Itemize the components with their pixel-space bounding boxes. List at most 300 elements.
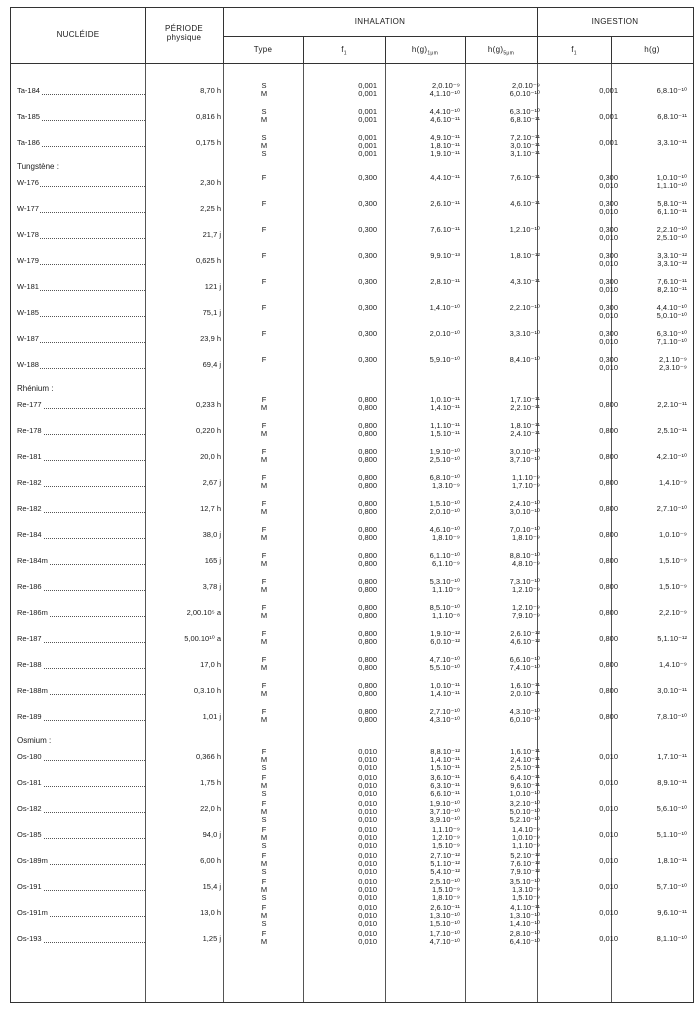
f1-ingestion (548, 883, 622, 891)
f1-inhalation (304, 878, 386, 902)
hg-ingestion-value: 5,1.10⁻¹² (657, 634, 687, 643)
f1-ingestion (548, 557, 622, 565)
absorption-type-value: F (261, 851, 267, 860)
hg-ingestion-value: 1,5.10⁻⁹ (658, 556, 687, 565)
nuclide-cell (17, 283, 145, 291)
f1-inhalation-value: 0,010 (358, 903, 377, 912)
nuclide-cell (17, 857, 145, 865)
absorption-type-value: M (260, 89, 268, 98)
f1-inhalation-value: 0,800 (358, 603, 377, 612)
nuclide-cell (17, 139, 145, 147)
header-ingestion: INGESTION (591, 17, 639, 26)
f1-ingestion-value: 0,800 (599, 712, 618, 721)
f1-inhalation-value: 0,800 (358, 681, 377, 690)
absorption-type (224, 904, 304, 928)
header-type: Type (253, 45, 273, 54)
hg-1um-value: 1,9.10⁻¹¹ (430, 149, 460, 158)
absorption-type (224, 356, 304, 364)
f1-ingestion (548, 401, 622, 409)
f1-inhalation-value: 0,010 (358, 773, 377, 782)
hg-ingestion-value: 1,4.10⁻⁹ (658, 660, 687, 669)
hg-5um (466, 134, 548, 158)
hg-1um (386, 904, 466, 928)
absorption-type (224, 422, 304, 438)
absorption-type (224, 526, 304, 542)
hg-5um-value: 8,4.10⁻¹⁰ (509, 355, 540, 364)
nuclide-name: Os-185 (17, 831, 42, 839)
hg-1um (386, 278, 466, 286)
f1-inhalation-value: 0,010 (358, 841, 377, 850)
hg-5um (466, 604, 548, 620)
f1-inhalation-value: 0,010 (358, 851, 377, 860)
hg-1um-value: 2,6.10⁻¹¹ (430, 903, 460, 912)
hg-5um-value: 6,4.10⁻¹⁰ (509, 937, 540, 946)
table-body (11, 64, 693, 1002)
hg-5um (466, 304, 548, 312)
f1-inhalation (304, 526, 386, 542)
hg-5um (466, 552, 548, 568)
hg-ingestion-value: 3,0.10⁻¹¹ (657, 686, 687, 695)
absorption-type-value: M (260, 755, 268, 764)
hg-5um-value: 8,8.10⁻¹⁰ (509, 551, 540, 560)
table-row (11, 930, 693, 956)
hg-1um-value: 2,6.10⁻¹¹ (430, 199, 460, 208)
hg-5um-value: 1,5.10⁻⁹ (511, 893, 540, 902)
f1-inhalation-value: 0,800 (358, 455, 377, 464)
hg-1um-value: 1,1.10⁻¹¹ (430, 421, 460, 430)
hg-5um-value: 2,4.10⁻¹¹ (510, 429, 540, 438)
f1-inhalation-value: 0,010 (358, 833, 377, 842)
f1-ingestion (548, 113, 622, 121)
table-row (11, 826, 693, 852)
f1-inhalation-value: 0,800 (358, 689, 377, 698)
nuclide-name: W-185 (17, 309, 39, 317)
table-row (11, 474, 693, 500)
f1-inhalation-value: 0,010 (358, 885, 377, 894)
absorption-type (224, 552, 304, 568)
hg-5um (466, 278, 548, 286)
half-life: 121 j (204, 282, 221, 291)
hg-1um-value: 2,5.10⁻¹⁰ (429, 455, 460, 464)
nuclide-name: Re-186m (17, 609, 48, 617)
f1-ingestion-value: 0,800 (599, 478, 618, 487)
f1-ingestion-value: 0,010 (599, 233, 618, 242)
absorption-type (224, 800, 304, 824)
absorption-type-value: M (260, 559, 268, 568)
hg-1um (386, 474, 466, 490)
table-row (11, 422, 693, 448)
f1-inhalation (304, 396, 386, 412)
f1-inhalation (304, 604, 386, 620)
hg-1um-value: 1,5.10⁻¹¹ (430, 429, 460, 438)
hg-1um-value: 1,1.10⁻⁹ (431, 585, 460, 594)
nuclide-name: Re-178 (17, 427, 42, 435)
hg-ingestion (622, 635, 693, 643)
hg-ingestion-value: 1,7.10⁻¹¹ (657, 752, 687, 761)
hg-5um-value: 6,4.10⁻¹¹ (510, 773, 540, 782)
hg-1um-value: 1,1.10⁻⁹ (431, 825, 460, 834)
hg-1um-value: 6,1.10⁻⁹ (431, 559, 460, 568)
absorption-type-value: M (260, 689, 268, 698)
f1-inhalation (304, 552, 386, 568)
f1-ingestion-value: 0,800 (599, 400, 618, 409)
hg-ingestion-value: 2,2.10⁻¹⁰ (656, 225, 687, 234)
f1-inhalation-value: 0,800 (358, 403, 377, 412)
nuclide-name: Re-189 (17, 713, 42, 721)
hg-1um (386, 82, 466, 98)
f1-inhalation-value: 0,010 (358, 789, 377, 798)
nuclide-cell (17, 935, 145, 943)
header-nucleide: NUCLÉIDE (56, 30, 100, 39)
hg-1um-value: 1,0.10⁻¹¹ (430, 395, 460, 404)
f1-ingestion-value: 0,300 (599, 173, 618, 182)
hg-5um-value: 6,0.10⁻¹⁰ (509, 715, 540, 724)
f1-ingestion-value: 0,010 (599, 934, 618, 943)
nuclide-cell (17, 205, 145, 213)
f1-ingestion-value: 0,001 (599, 112, 618, 121)
absorption-type-value: S (261, 149, 267, 158)
hg-1um-value: 1,1.10⁻⁸ (432, 611, 460, 620)
f1-ingestion (548, 87, 622, 95)
f1-inhalation-value: 0,010 (358, 877, 377, 886)
nuclide-name: Ta-186 (17, 139, 40, 147)
hg-ingestion-value: 7,1.10⁻¹⁰ (656, 337, 687, 346)
hg-5um-value: 4,1.10⁻¹¹ (510, 903, 540, 912)
hg-1um-value: 4,9.10⁻¹¹ (430, 133, 460, 142)
nuclide-cell (17, 479, 145, 487)
hg-1um-value: 1,2.10⁻⁹ (431, 833, 460, 842)
hg-ingestion-value: 1,5.10⁻⁹ (658, 582, 687, 591)
hg-1um-value: 3,6.10⁻¹¹ (430, 773, 460, 782)
hg-5um-value: 1,4.10⁻⁹ (511, 825, 540, 834)
table-row (11, 330, 693, 356)
hg-5um (466, 422, 548, 438)
hg-ingestion-value: 5,6.10⁻¹⁰ (656, 804, 687, 813)
hg-5um-value: 1,7.10⁻¹¹ (510, 395, 540, 404)
absorption-type-value: F (261, 473, 267, 482)
f1-inhalation-value: 0,001 (358, 107, 377, 116)
f1-ingestion (548, 713, 622, 721)
half-life: 13,0 h (200, 908, 221, 917)
table-row (11, 604, 693, 630)
f1-ingestion-value: 0,010 (599, 181, 618, 190)
f1-inhalation (304, 930, 386, 946)
group-label: Tungstène : (17, 162, 59, 171)
nuclide-cell (17, 583, 145, 591)
f1-ingestion-value: 0,001 (599, 138, 618, 147)
absorption-type (224, 108, 304, 124)
f1-ingestion (548, 831, 622, 839)
hg-1um (386, 656, 466, 672)
table-row (11, 108, 693, 134)
hg-1um-value: 4,7.10⁻¹⁰ (429, 655, 460, 664)
absorption-type-value: M (260, 507, 268, 516)
hg-1um-value: 5,9.10⁻¹⁰ (429, 355, 460, 364)
f1-ingestion (548, 635, 622, 643)
group-heading-tungstene (11, 160, 693, 174)
absorption-type-value: S (261, 81, 267, 90)
f1-inhalation-value: 0,010 (358, 755, 377, 764)
f1-ingestion (548, 356, 622, 372)
absorption-type-value: F (261, 681, 267, 690)
hg-ingestion (622, 252, 693, 268)
f1-ingestion-value: 0,010 (599, 207, 618, 216)
f1-inhalation-value: 0,010 (358, 747, 377, 756)
header-hg-ingestion: h(g) (644, 45, 660, 54)
half-life: 12,7 h (200, 504, 221, 513)
f1-inhalation (304, 852, 386, 876)
absorption-type-value: M (260, 637, 268, 646)
half-life: 17,0 h (200, 660, 221, 669)
hg-1um (386, 108, 466, 124)
hg-5um-value: 1,0.10⁻⁹ (511, 833, 540, 842)
group-heading-rhenium (11, 382, 693, 396)
f1-ingestion (548, 427, 622, 435)
f1-inhalation-value: 0,800 (358, 395, 377, 404)
half-life: 3,78 j (202, 582, 221, 591)
hg-5um (466, 878, 548, 902)
absorption-type (224, 252, 304, 260)
hg-ingestion-value: 4,4.10⁻¹⁰ (656, 303, 687, 312)
half-life: 0,816 h (195, 112, 221, 121)
absorption-type (224, 174, 304, 182)
nuclide-cell (17, 453, 145, 461)
f1-ingestion-value: 0,300 (599, 199, 618, 208)
absorption-type-value: F (261, 499, 267, 508)
f1-inhalation-value: 0,300 (358, 225, 377, 234)
table-row (11, 304, 693, 330)
absorption-type (224, 878, 304, 902)
f1-ingestion-value: 0,800 (599, 686, 618, 695)
nuclide-cell (17, 87, 145, 95)
f1-inhalation (304, 330, 386, 338)
hg-ingestion (622, 531, 693, 539)
hg-1um-value: 1,4.10⁻¹¹ (430, 755, 460, 764)
hg-5um (466, 396, 548, 412)
absorption-type (224, 82, 304, 98)
absorption-type-value: M (260, 715, 268, 724)
nuclide-cell (17, 713, 145, 721)
absorption-type (224, 226, 304, 234)
hg-1um-value: 2,0.10⁻⁹ (431, 81, 460, 90)
hg-ingestion-value: 6,1.10⁻¹¹ (657, 207, 687, 216)
f1-ingestion-value: 0,300 (599, 251, 618, 260)
group-label: Osmium : (17, 736, 52, 745)
hg-ingestion-value: 2,3.10⁻⁹ (658, 363, 687, 372)
f1-ingestion (548, 531, 622, 539)
hg-5um-value: 3,0.10⁻¹⁰ (509, 447, 540, 456)
hg-ingestion (622, 687, 693, 695)
hg-1um (386, 852, 466, 876)
header-f1-inhalation: $f_1$ (341, 45, 347, 57)
hg-1um-value: 1,8.10⁻¹¹ (430, 141, 460, 150)
absorption-type-value: F (261, 251, 267, 260)
absorption-type-value: M (260, 859, 268, 868)
half-life: 1,01 j (202, 712, 221, 721)
f1-inhalation-value: 0,010 (358, 815, 377, 824)
hg-ingestion (622, 113, 693, 121)
hg-1um-value: 4,1.10⁻¹⁰ (429, 89, 460, 98)
hg-5um-value: 6,3.10⁻¹⁰ (509, 107, 540, 116)
table-row (11, 578, 693, 604)
hg-1um (386, 226, 466, 234)
hg-5um (466, 682, 548, 698)
hg-ingestion (622, 304, 693, 320)
hg-ingestion-value: 1,0.10⁻⁹ (658, 530, 687, 539)
hg-5um-value: 1,6.10⁻¹¹ (510, 747, 540, 756)
f1-inhalation-value: 0,300 (358, 329, 377, 338)
f1-ingestion (548, 330, 622, 346)
absorption-type (224, 604, 304, 620)
table-row (11, 526, 693, 552)
absorption-type (224, 656, 304, 672)
f1-inhalation-value: 0,010 (358, 799, 377, 808)
hg-ingestion (622, 174, 693, 190)
f1-inhalation (304, 200, 386, 208)
hg-ingestion-value: 5,0.10⁻¹⁰ (656, 311, 687, 320)
absorption-type-value: F (261, 707, 267, 716)
hg-5um (466, 356, 548, 364)
f1-inhalation-value: 0,800 (358, 577, 377, 586)
nuclide-name: W-179 (17, 257, 39, 265)
hg-ingestion-value: 3,3.10⁻¹¹ (657, 138, 687, 147)
hg-5um-value: 2,4.10⁻¹¹ (510, 755, 540, 764)
hg-5um (466, 708, 548, 724)
absorption-type-value: S (261, 763, 267, 772)
nuclide-name: W-176 (17, 179, 39, 187)
hg-5um-value: 3,3.10⁻¹⁰ (509, 329, 540, 338)
group-heading-osmium (11, 734, 693, 748)
f1-inhalation-value: 0,010 (358, 867, 377, 876)
header-periode: PÉRIODE (164, 24, 204, 33)
hg-1um-value: 6,0.10⁻¹² (430, 637, 460, 646)
f1-inhalation (304, 774, 386, 798)
header-hg-5um: $h(g)_{5\mu m}$ (487, 45, 515, 57)
f1-inhalation (304, 748, 386, 772)
absorption-type (224, 474, 304, 490)
hg-5um-value: 3,0.10⁻¹¹ (510, 141, 540, 150)
hg-5um-value: 9,6.10⁻¹¹ (510, 781, 540, 790)
nuclide-name: W-187 (17, 335, 39, 343)
f1-inhalation-value: 0,300 (358, 303, 377, 312)
half-life: 75,1 j (202, 308, 221, 317)
f1-ingestion (548, 661, 622, 669)
table-row (11, 200, 693, 226)
nuclide-cell (17, 401, 145, 409)
f1-inhalation (304, 448, 386, 464)
hg-5um-value: 1,1.10⁻⁹ (511, 841, 540, 850)
hg-1um-value: 1,8.10⁻⁹ (431, 893, 460, 902)
hg-1um-value: 1,9.10⁻¹⁰ (429, 447, 460, 456)
absorption-type-value: M (260, 885, 268, 894)
f1-inhalation (304, 474, 386, 490)
f1-ingestion-value: 0,300 (599, 277, 618, 286)
hg-1um-value: 1,5.10⁻¹¹ (430, 763, 460, 772)
f1-inhalation-value: 0,300 (358, 277, 377, 286)
absorption-type-value: M (260, 403, 268, 412)
table-row (11, 356, 693, 382)
f1-inhalation-value: 0,001 (358, 115, 377, 124)
hg-1um-value: 2,7.10⁻¹² (430, 851, 460, 860)
hg-ingestion (622, 505, 693, 513)
hg-5um-value: 1,3.10⁻⁹ (511, 885, 540, 894)
hg-5um-value: 1,2.10⁻¹⁰ (509, 225, 540, 234)
hg-5um-value: 1,8.10⁻¹² (510, 251, 540, 260)
hg-5um-value: 4,8.10⁻⁹ (511, 559, 540, 568)
absorption-type-value: M (260, 937, 268, 946)
hg-1um (386, 526, 466, 542)
f1-ingestion-value: 0,300 (599, 303, 618, 312)
f1-ingestion (548, 304, 622, 320)
table-row (11, 226, 693, 252)
hg-1um-value: 2,5.10⁻¹⁰ (429, 877, 460, 886)
hg-1um-value: 1,4.10⁻¹¹ (430, 689, 460, 698)
nuclide-cell (17, 661, 145, 669)
hg-5um-value: 7,3.10⁻¹⁰ (509, 577, 540, 586)
hg-5um-value: 1,0.10⁻¹⁰ (509, 789, 540, 798)
half-life: 8,70 h (200, 86, 221, 95)
absorption-type-value: F (261, 603, 267, 612)
f1-inhalation (304, 826, 386, 850)
f1-inhalation (304, 708, 386, 724)
f1-ingestion-value: 0,010 (599, 778, 618, 787)
hg-ingestion (622, 935, 693, 943)
hg-5um-value: 4,3.10⁻¹⁰ (509, 707, 540, 716)
hg-1um-value: 1,7.10⁻¹⁰ (429, 929, 460, 938)
nuclide-cell (17, 505, 145, 513)
hg-ingestion (622, 87, 693, 95)
hg-5um (466, 330, 548, 338)
absorption-type-value: M (260, 833, 268, 842)
absorption-type-value: M (260, 429, 268, 438)
f1-ingestion (548, 935, 622, 943)
f1-ingestion (548, 909, 622, 917)
hg-5um-value: 2,2.10⁻¹¹ (510, 403, 540, 412)
hg-ingestion-value: 7,8.10⁻¹⁰ (656, 712, 687, 721)
hg-ingestion (622, 883, 693, 891)
absorption-type-value: M (260, 781, 268, 790)
absorption-type-value: F (261, 655, 267, 664)
half-life: 5,00.10¹⁰ a (184, 634, 221, 643)
header-physique: physique (166, 33, 202, 42)
absorption-type-value: F (261, 421, 267, 430)
hg-5um-value: 3,1.10⁻¹¹ (510, 149, 540, 158)
nuclide-cell (17, 883, 145, 891)
absorption-type-value: F (261, 199, 267, 208)
hg-ingestion (622, 779, 693, 787)
hg-1um (386, 252, 466, 260)
nuclide-cell (17, 427, 145, 435)
hg-ingestion (622, 805, 693, 813)
absorption-type (224, 852, 304, 876)
absorption-type-value: F (261, 903, 267, 912)
f1-inhalation-value: 0,800 (358, 447, 377, 456)
nuclide-name: Os-180 (17, 753, 42, 761)
nuclide-name: Re-188m (17, 687, 48, 695)
hg-ingestion (622, 583, 693, 591)
hg-ingestion-value: 5,1.10⁻¹⁰ (656, 830, 687, 839)
hg-1um-value: 4,3.10⁻¹⁰ (429, 715, 460, 724)
hg-5um (466, 226, 548, 234)
nuclide-name: Re-177 (17, 401, 42, 409)
f1-ingestion-value: 0,010 (599, 285, 618, 294)
hg-1um (386, 174, 466, 182)
table-row (11, 252, 693, 278)
hg-5um-value: 1,3.10⁻¹⁰ (509, 911, 540, 920)
hg-ingestion (622, 661, 693, 669)
hg-1um (386, 878, 466, 902)
hg-1um-value: 5,3.10⁻¹⁰ (429, 577, 460, 586)
